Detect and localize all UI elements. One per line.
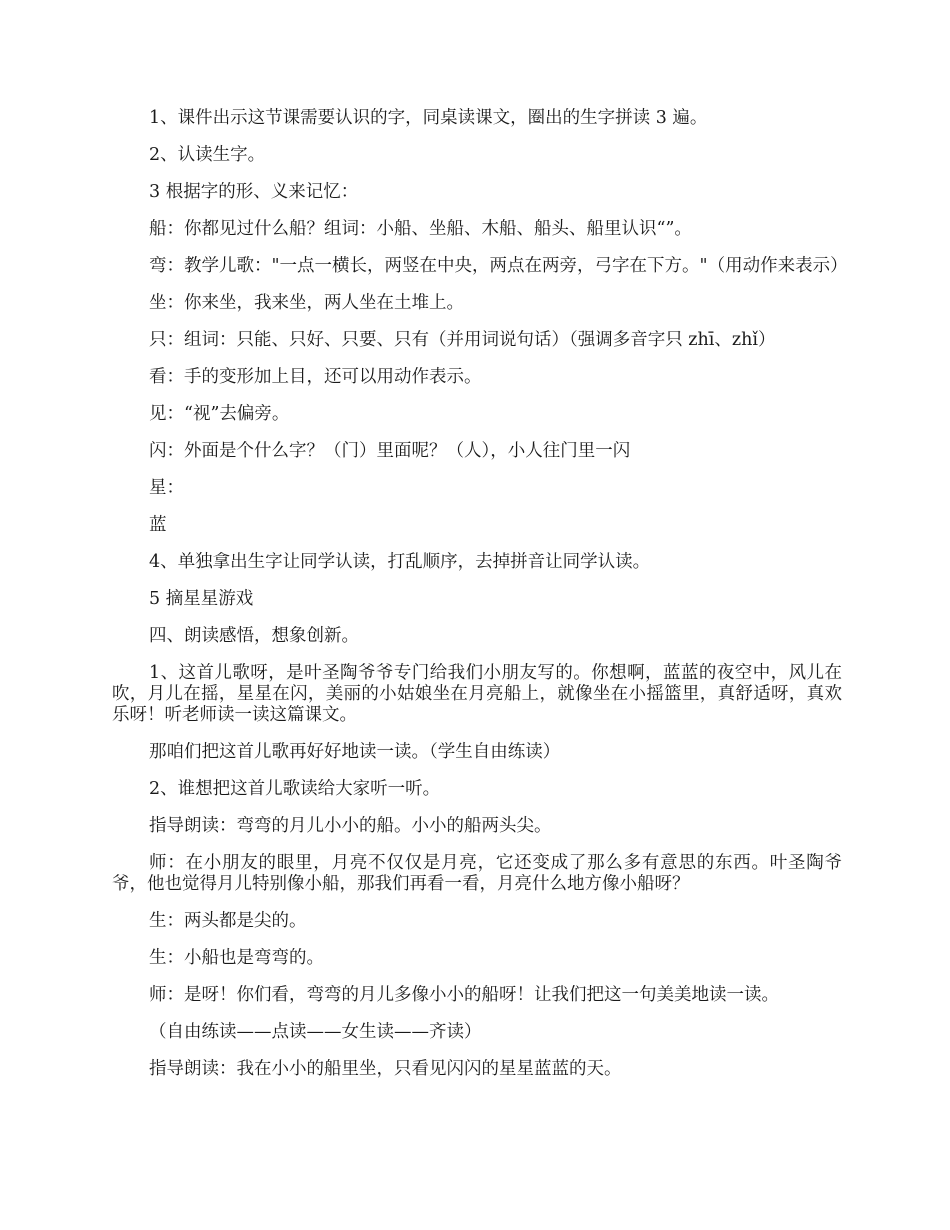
paragraph: 生：两头都是尖的。 [149,911,307,931]
paragraph: 船：你都见过什么船？组词：小船、坐船、木船、船头、船里认识“”。 [149,219,692,239]
paragraph: 师：是呀！你们看，弯弯的月儿多像小小的船呀！让我们把这一句美美地读一读。 [149,985,779,1005]
paragraph: 1、课件出示这节课需要认识的字，同桌读课文，圈出的生字拼读 3 遍。 [149,108,708,128]
paragraph: 坐：你来坐，我来坐，两人坐在土堆上。 [149,293,464,313]
paragraph: 闪：外面是个什么字？（门）里面呢？（人），小人往门里一闪 [149,441,631,461]
paragraph: 4、单独拿出生字让同学认读，打乱顺序，去掉拼音让同学认读。 [149,552,651,572]
paragraph: 5 摘星星游戏 [149,589,254,609]
paragraph: 那咱们把这首儿歌再好好地读一读。（学生自由练读） [149,742,561,762]
paragraph: 2、谁想把这首儿歌读给大家听一听。 [149,779,441,799]
section-heading: 四、朗读感悟，想象创新。 [149,626,359,646]
paragraph: （自由练读——点读——女生读——齐读） [149,1022,482,1042]
paragraph: 星： [149,478,184,498]
paragraph: 指导朗读：弯弯的月儿小小的船。小小的船两头尖。 [149,816,552,836]
paragraph: 弯：教学儿歌："一点一横长，两竖在中央，两点在两旁，弓字在下方。"（用动作来表示） [149,256,848,276]
paragraph: 指导朗读：我在小小的船里坐，只看见闪闪的星星蓝蓝的天。 [149,1059,622,1079]
paragraph: 1、这首儿歌呀，是叶圣陶爷爷专门给我们小朋友写的。你想啊，蓝蓝的夜空中，风儿在吹，月儿在摇，星星在闪，美丽的小姑娘坐在月亮船上，就像坐在小摇篮里，真舒适呀，真欢乐呀！听老师读一读这篇课文。 [112,663,842,725]
paragraph: 看：手的变形加上目，还可以用动作表示。 [149,367,482,387]
paragraph: 生：小船也是弯弯的。 [149,948,324,968]
paragraph: 3 根据字的形、义来记忆： [149,182,359,202]
paragraph: 见：“视”去偏旁。 [149,404,290,424]
paragraph: 蓝 [149,515,167,535]
paragraph: 只：组词：只能、只好、只要、只有（并用词说句话）（强调多音字只 zhī、zhǐ） [149,330,776,350]
paragraph: 师：在小朋友的眼里，月亮不仅仅是月亮，它还变成了那么多有意思的东西。叶圣陶爷爷，他也觉得月儿特别像小船，那我们再看一看，月亮什么地方像小船呀？ [112,853,842,894]
document-body [112,108,848,1096]
paragraph: 2、认读生字。 [149,145,266,165]
